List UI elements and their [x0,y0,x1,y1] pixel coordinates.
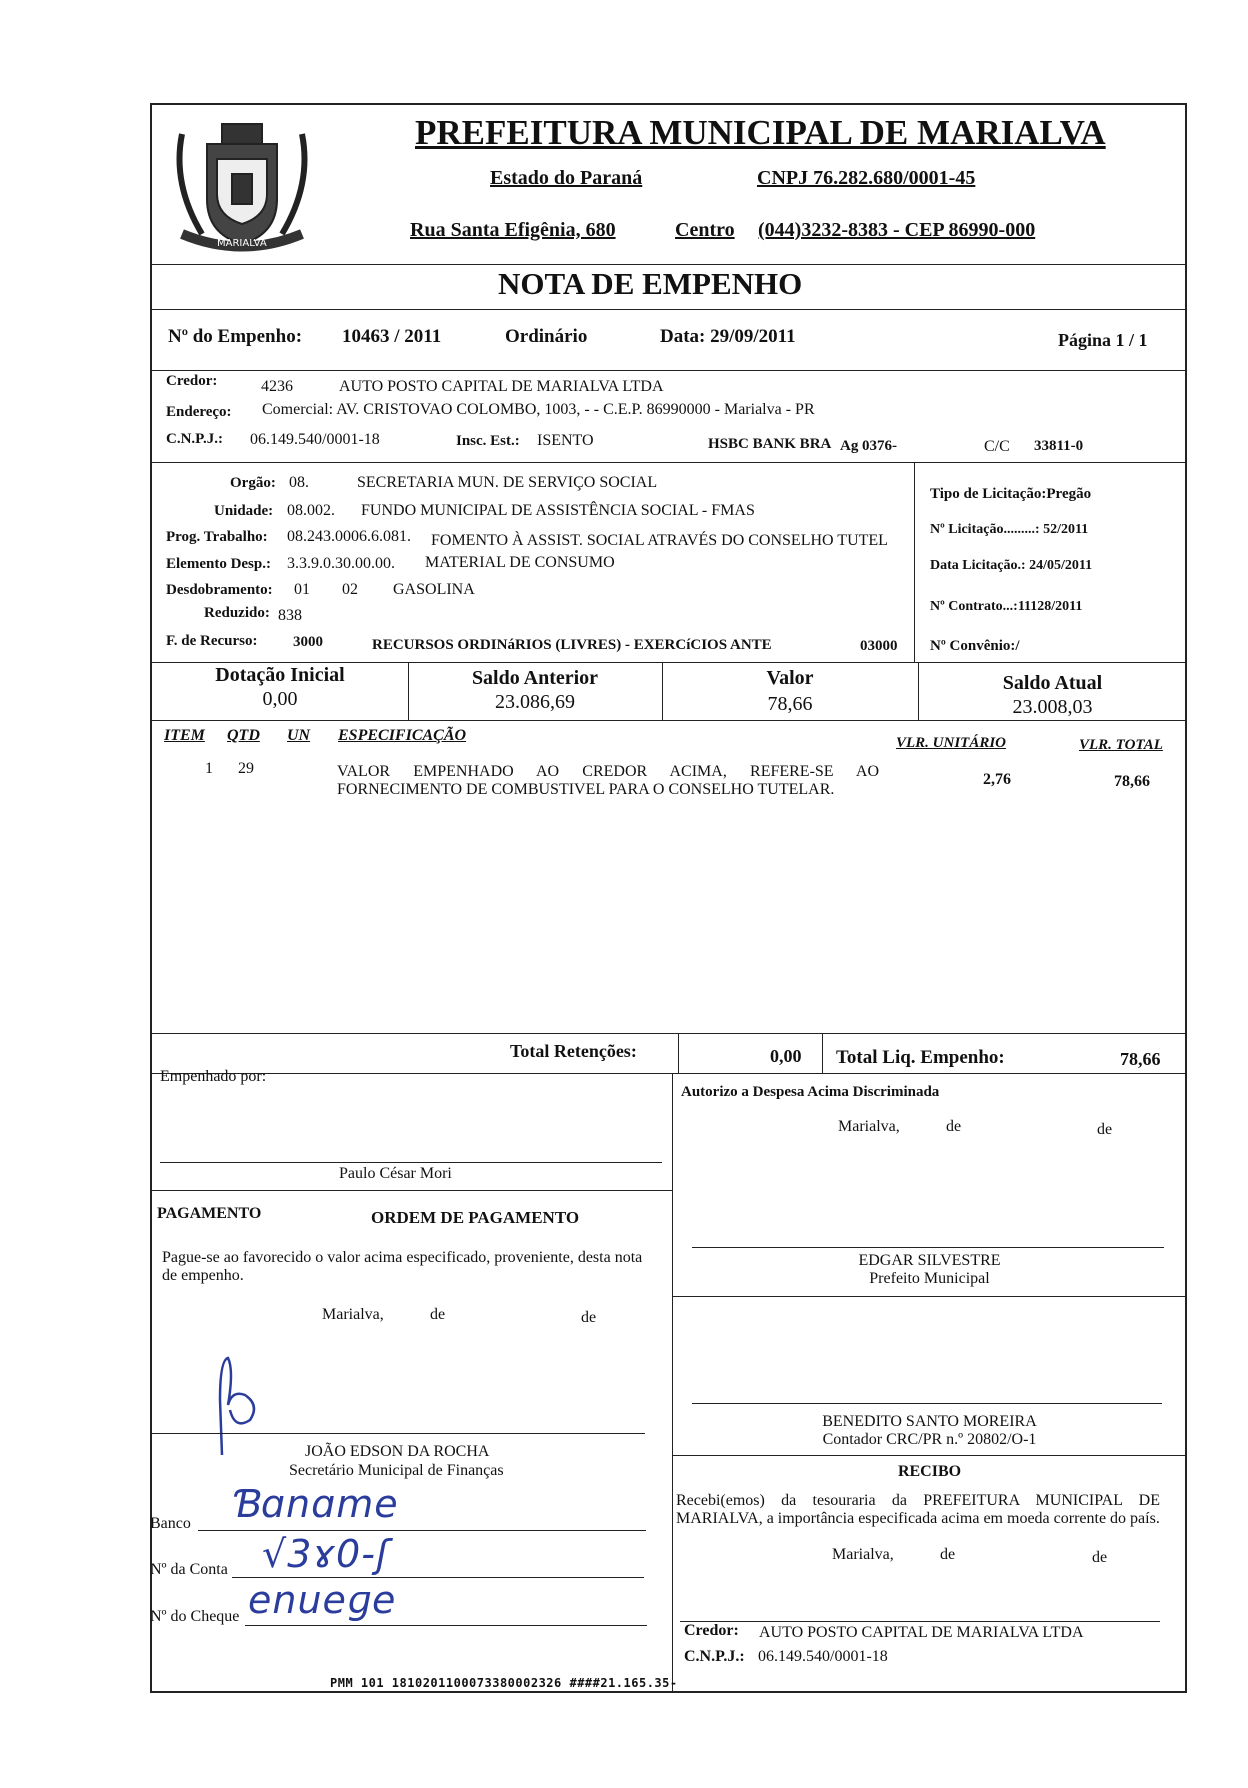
recibo-label: RECIBO [897,1463,962,1480]
recurso-code: 3000 [293,634,323,650]
conta-handwritten: √3ɤ0-ʃ [262,1532,390,1576]
data-licitacao: Data Licitação.: 24/05/2011 [930,558,1093,573]
numero-contrato: Nº Contrato...:11128/2011 [930,599,1083,614]
dotacao-label: Dotação Inicial [215,664,345,686]
autorizo-place: Marialva, [838,1118,900,1135]
valor-value: 78,66 [767,693,813,715]
dotacao-value: 0,00 [262,688,298,710]
credor-label: Credor: [166,373,218,389]
col-header-qtd: QTD [227,727,260,744]
prefeito-title: Prefeito Municipal [869,1270,990,1287]
cheque-handwritten: enueɡe [248,1578,397,1622]
cc-label: C/C [984,438,1010,455]
municipality-title: PREFEITURA MUNICIPAL DE MARIALVA [415,113,1106,152]
desdobramento-label: Desdobramento: [166,582,273,598]
recibo-place: Marialva, [832,1546,894,1563]
col-header-total: VLR. TOTAL [1079,737,1163,753]
orgao-label: Orgão: [230,475,276,491]
svg-text:MARIALVA: MARIALVA [217,238,267,249]
conta-label: Nº da Conta [150,1561,228,1578]
insc-est-label: Insc. Est.: [456,433,520,449]
col-header-spec: ESPECIFICAÇÃO [338,727,467,744]
numero-licitacao: Nº Licitação.........: 52/2011 [930,522,1089,537]
empenho-type: Ordinário [505,326,588,347]
desdobramento-desc: GASOLINA [393,581,475,598]
coat-of-arms-logo [162,104,322,264]
handwritten-signature [200,1350,280,1460]
empenhado-por-name: Paulo César Mori [339,1165,452,1182]
pagamento-de1: de [430,1306,446,1323]
bank-name: HSBC BANK BRA [708,436,832,452]
banco-label: Banco [150,1515,191,1532]
valor-label: Valor [766,667,814,689]
recibo-de2: de [1092,1549,1108,1566]
prog-trabalho-desc: FOMENTO À ASSIST. SOCIAL ATRAVÉS DO CONSELHO TUTEL [431,532,888,549]
agency: 0376- [862,438,897,454]
pagamento-place: Marialva, [322,1306,384,1323]
reduzido-label: Reduzido: [204,605,270,621]
elemento-label: Elemento Desp.: [166,556,271,572]
contador-title: Contador CRC/PR n.º 20802/O-1 [822,1431,1037,1448]
row-total: 78,66 [1114,773,1150,790]
autorizo-de2: de [1097,1121,1113,1138]
unidade-code: 08.002. [287,502,335,519]
district-label: Centro [675,219,735,241]
recibo-cnpj-label: C.N.P.J.: [684,1648,745,1665]
total-liq-label: Total Liq. Empenho: [836,1047,1005,1068]
autorizo-de1: de [946,1118,962,1135]
state-label: Estado do Paraná [490,167,643,189]
endereco-label: Endereço: [166,404,232,420]
banco-handwritten: Ɓɑnɑmе [232,1482,399,1526]
footer-barcode-text: PMM 101 1810201100073380002326 ####21.165.35- [330,1676,678,1690]
col-header-item: ITEM [164,727,205,744]
phone-cep-label: (044)3232-8383 - CEP 86990-000 [758,219,1036,241]
saldo-anterior-value: 23.086,69 [495,691,575,713]
agency-label: Ag [840,438,859,454]
elemento-desc: MATERIAL DE CONSUMO [425,554,615,571]
credor-cnpj: 06.149.540/0001-18 [250,431,380,448]
unidade-desc: FUNDO MUNICIPAL DE ASSISTÊNCIA SOCIAL - FMAS [361,502,755,519]
recurso-number: 03000 [860,638,898,654]
reduzido-code: 838 [278,607,302,624]
saldo-anterior-label: Saldo Anterior [471,667,599,689]
credor-cnpj-label: C.N.P.J.: [166,431,223,447]
orgao-desc: SECRETARIA MUN. DE SERVIÇO SOCIAL [357,474,658,491]
empenho-date: Data: 29/09/2011 [660,326,796,347]
credor-name: AUTO POSTO CAPITAL DE MARIALVA LTDA [339,378,664,395]
recibo-text: Recebi(emos) da tesouraria da PREFEITURA MUNICIPAL DE MARIALVA, a importância especificada acima em moeda corrente do país. [676,1492,1160,1527]
tipo-licitacao: Tipo de Licitação:Pregão [930,486,1092,502]
prefeito-name: EDGAR SILVESTRE [858,1252,1001,1269]
prog-trabalho-label: Prog. Trabalho: [166,529,268,545]
pagamento-label: PAGAMENTO [157,1205,262,1222]
cheque-label: Nº do Cheque [150,1608,240,1625]
autorizo-label: Autorizo a Despesa Acima Discriminada [681,1084,940,1100]
prog-trabalho-code: 08.243.0006.6.081. [287,528,411,545]
numero-convenio: Nº Convênio:/ [930,638,1020,654]
recurso-label: F. de Recurso: [166,633,258,649]
col-header-un: UN [287,727,311,744]
unidade-label: Unidade: [214,503,274,519]
total-retencoes-value: 0,00 [770,1046,802,1066]
credor-address: Comercial: AV. CRISTOVAO COLOMBO, 1003, - - C.E.P. 86990000 - Marialva - PR [262,401,815,418]
row-item: 1 [205,760,213,777]
pague-text: Pague-se ao favorecido o valor acima especificado, proveniente, desta nota de empenho. [162,1249,643,1284]
desdobramento-b: 02 [342,581,358,598]
row-unit-price: 2,76 [983,771,1011,788]
secretario-name: JOÃO EDSON DA ROCHA [305,1443,490,1460]
saldo-atual-value: 23.008,03 [1012,696,1093,718]
page-number: Página 1 / 1 [1058,330,1148,350]
credor-code: 4236 [261,378,293,395]
contador-name: BENEDITO SANTO MOREIRA [822,1413,1037,1430]
total-liq-value: 78,66 [1120,1049,1161,1069]
insc-est: ISENTO [537,432,594,449]
empenho-number: 10463 / 2011 [342,326,442,347]
total-retencoes-label: Total Retenções: [510,1041,637,1061]
orgao-code: 08. [289,474,309,491]
row-qtd: 29 [238,760,254,777]
row-spec: VALOR EMPENHADO AO CREDOR ACIMA, REFERE-SE AO FORNECIMENTO DE COMBUSTIVEL PARA O CONSELHO TUTELAR. [337,763,879,798]
cnpj-label: CNPJ 76.282.680/0001-45 [757,167,976,189]
elemento-code: 3.3.9.0.30.00.00. [287,555,395,572]
recibo-credor-label: Credor: [684,1622,739,1639]
desdobramento-a: 01 [294,581,310,598]
recibo-de1: de [940,1546,956,1563]
empenho-number-label: Nº do Empenho: [168,326,303,347]
empenhado-por-label: Empenhado por: [160,1068,267,1085]
document-title: NOTA DE EMPENHO [498,266,803,301]
recibo-credor-name: AUTO POSTO CAPITAL DE MARIALVA LTDA [759,1624,1084,1641]
saldo-atual-label: Saldo Atual [1002,672,1103,694]
pagamento-de2: de [581,1309,597,1326]
ordem-pagamento-label: ORDEM DE PAGAMENTO [371,1208,580,1227]
address-label: Rua Santa Efigênia, 680 [410,219,616,241]
secretario-title: Secretário Municipal de Finanças [289,1462,504,1479]
cc-number: 33811-0 [1034,438,1084,454]
recibo-cnpj: 06.149.540/0001-18 [758,1648,888,1665]
col-header-unit-price: VLR. UNITÁRIO [896,735,1007,751]
recurso-desc: RECURSOS ORDINáRIOS (LIVRES) - EXERCíCIOS ANTE [372,637,772,653]
